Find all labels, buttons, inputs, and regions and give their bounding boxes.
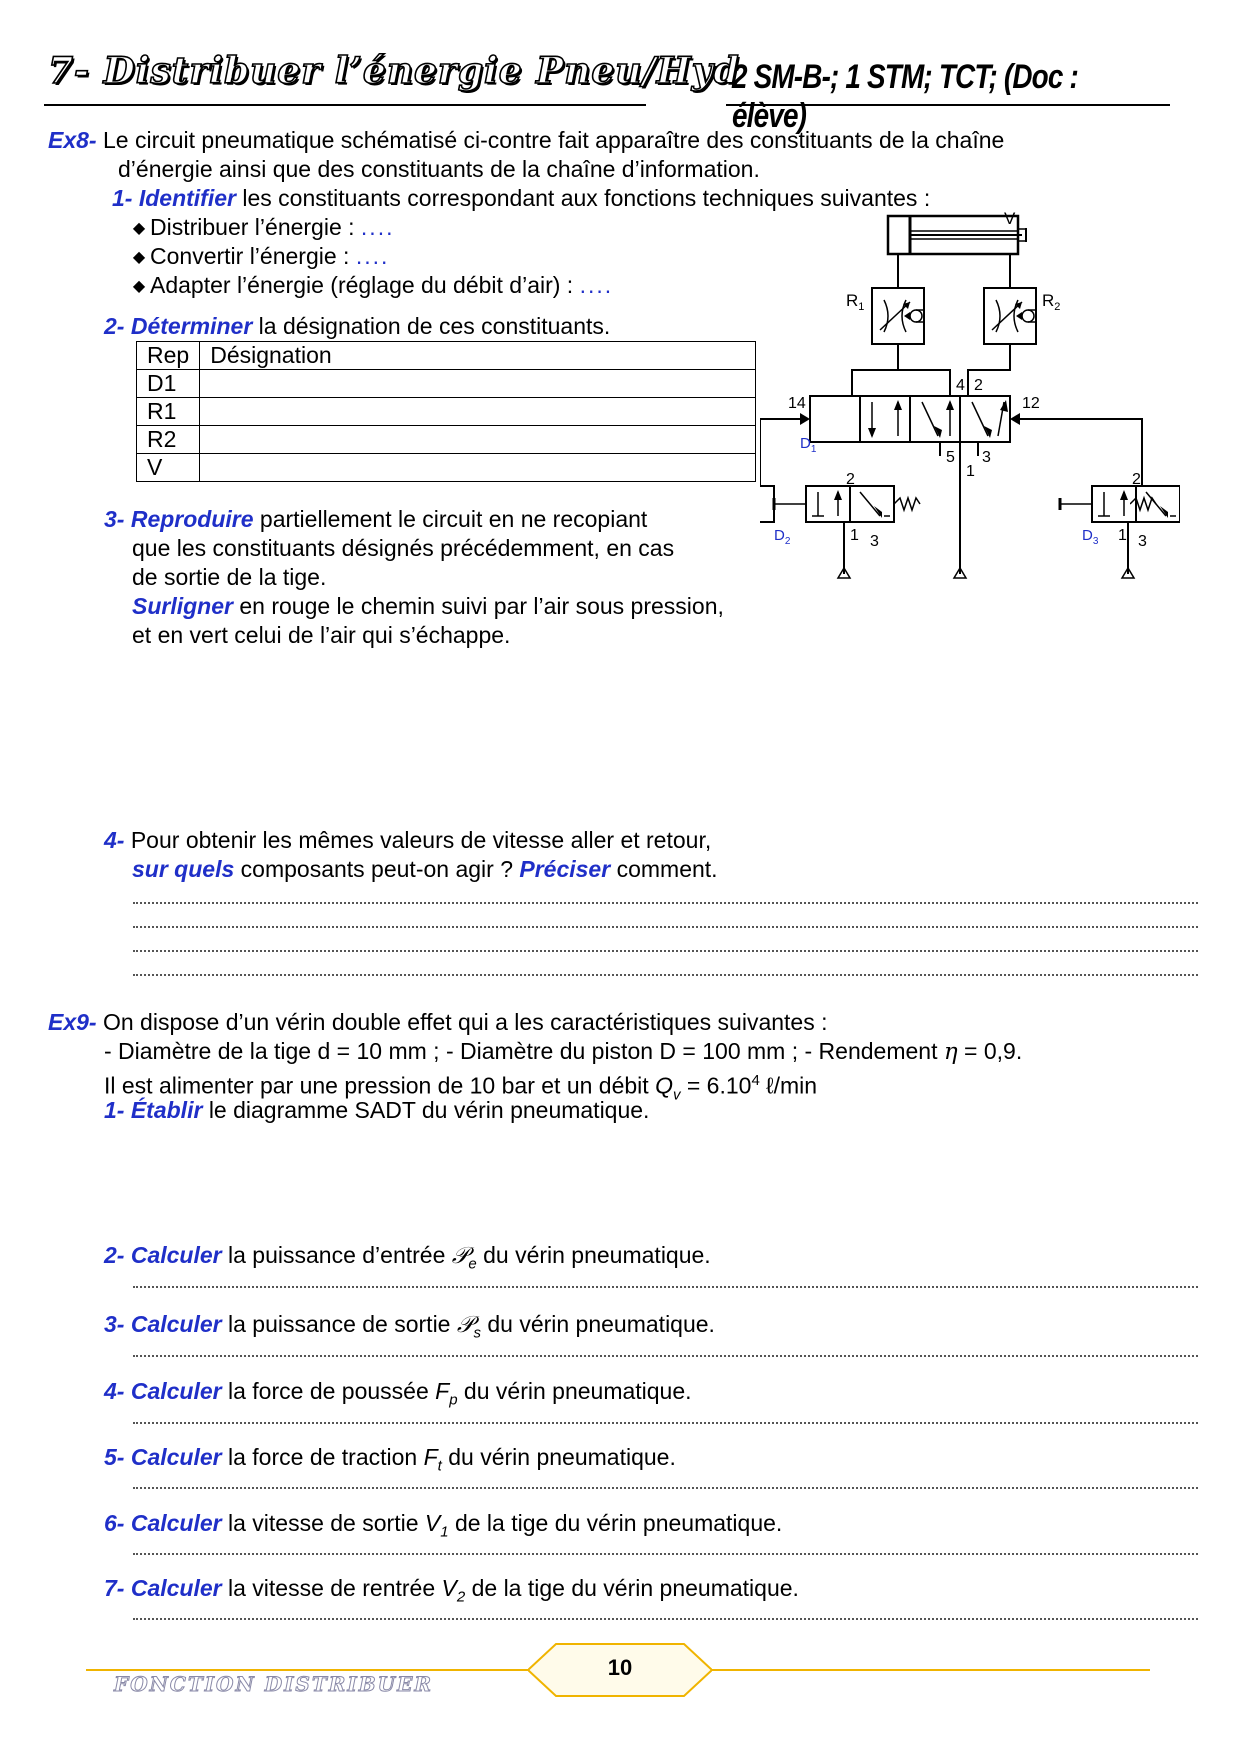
question-symbol: F: [423, 1444, 438, 1470]
label-d2-port-1: 1: [850, 527, 859, 544]
ex9-label: Ex9-: [48, 1009, 97, 1035]
question-after: du vérin pneumatique.: [480, 1311, 715, 1337]
page-number: 10: [607, 1655, 633, 1680]
label-d3: $D_3$: [1082, 527, 1099, 547]
bullet-icon: ◆: [132, 249, 146, 266]
ex8-q1-item-dots: ....: [360, 214, 395, 240]
question-verb: 5- Calculer: [104, 1444, 222, 1470]
ex8-q2-verb: 2- Déterminer: [104, 313, 253, 339]
ex8-q1-text: les constituants correspondant aux fonctions techniques suivantes :: [242, 185, 931, 211]
ex8-q4: [104, 826, 711, 855]
answer-line[interactable]: [133, 1355, 1198, 1357]
table-cell-rep: V: [137, 454, 200, 482]
ex9-intro: [48, 1008, 827, 1037]
ex8-q4-verb1: sur quels: [132, 856, 235, 882]
footer-label: FONCTION DISTRIBUER: [114, 1672, 433, 1696]
label-v: V: [1004, 209, 1016, 228]
spring-icon: [1130, 484, 1170, 514]
ex8-intro-line1: Le circuit pneumatique schématisé ci-contre fait apparaître des constituants de la chaîne: [102, 127, 1005, 153]
question-symbol: 𝒫: [451, 1243, 469, 1269]
table-row: [137, 398, 756, 426]
ex8-q1-item: [128, 213, 394, 243]
question-symbol: V: [441, 1575, 457, 1601]
question-before: la vitesse de sortie: [228, 1510, 425, 1536]
label-port-14: 14: [788, 395, 806, 412]
ex8-q3-line4: en rouge le chemin suivi par l’air sous pression,: [239, 593, 724, 619]
qv-value: = 6.10: [680, 1072, 752, 1099]
label-port-2: 2: [974, 377, 983, 394]
ex8-q3-verb2: Surligner: [132, 593, 233, 619]
label-d1: $D_1$: [800, 435, 817, 455]
question-verb: 6- Calculer: [104, 1510, 222, 1536]
ex8-q3-line3: de sortie de la tige.: [132, 564, 327, 590]
label-d3-port-2: 2: [1132, 471, 1141, 488]
question-after: de la tige du vérin pneumatique.: [465, 1575, 799, 1601]
valve-d2-diagram: [760, 470, 940, 590]
question-after: du vérin pneumatique.: [476, 1242, 711, 1268]
label-d2-port-2: 2: [846, 471, 855, 488]
question-subscript: p: [449, 1391, 458, 1409]
ex8-q1-item-text: Adapter l’énergie (réglage du débit d’air) :: [150, 272, 580, 298]
eta-symbol: η: [943, 1039, 958, 1065]
ex8-q1-item-text: Distribuer l’énergie :: [150, 214, 361, 240]
question-subscript: 2: [456, 1588, 466, 1606]
answer-line[interactable]: [133, 902, 1198, 904]
ex8-q4-line2: [132, 855, 718, 884]
question-before: la puissance de sortie: [228, 1311, 457, 1337]
ex8-q4-line1: Pour obtenir les mêmes valeurs de vitesse aller et retour,: [130, 827, 712, 853]
answer-line[interactable]: [133, 1487, 1198, 1489]
question-before: la force de traction: [228, 1444, 424, 1470]
table-cell-rep: R1: [137, 398, 200, 426]
ex9-q1-verb: 1- Établir: [104, 1097, 203, 1123]
ex9-question: [104, 1310, 715, 1348]
ex8-q3-line5: et en vert celui de l’air qui s’échappe.: [132, 622, 511, 648]
answer-line[interactable]: [133, 1286, 1198, 1288]
qv-symbol: Q: [655, 1072, 673, 1099]
ex8-q1-item: [128, 271, 613, 301]
table-row: [137, 426, 756, 454]
ex9-question: [104, 1443, 676, 1481]
question-subscript: e: [468, 1255, 477, 1273]
ex8-q3-line2: que les constituants désignés précédemment, en cas: [132, 535, 675, 561]
bullet-icon: ◆: [132, 278, 146, 295]
label-port-3: 3: [982, 449, 991, 466]
ex8-q4-num: 4-: [104, 827, 125, 853]
table-cell-designation[interactable]: [200, 426, 756, 454]
label-port-1: 1: [966, 463, 975, 480]
label-d3-port-3: 3: [1138, 533, 1147, 550]
ex8-label: Ex8-: [48, 127, 97, 153]
question-verb: 7- Calculer: [104, 1575, 222, 1601]
ex8-q2-text: la désignation de ces constituants.: [258, 313, 611, 339]
question-after: du vérin pneumatique.: [457, 1378, 692, 1404]
label-r2: $R_2$: [1042, 291, 1061, 313]
label-port-5: 5: [946, 449, 955, 466]
question-after: de la tige du vérin pneumatique.: [448, 1510, 783, 1536]
ex8-q4-end: comment.: [616, 856, 718, 882]
qv-exponent: 4: [751, 1072, 760, 1089]
ex8-q1-item-dots: ....: [579, 272, 614, 298]
ex8-q1-verb: 1- Identifier: [112, 185, 236, 211]
ex9-question: [104, 1241, 711, 1279]
class-info: 2 SM-B-; 1 STM; TCT; (Doc : élève): [732, 58, 1078, 135]
ex8-q1-item-dots: ....: [355, 243, 390, 269]
ex9-question: [104, 1509, 782, 1547]
question-subscript: s: [473, 1324, 481, 1342]
answer-line[interactable]: [133, 974, 1198, 976]
label-r1: $R_1$: [846, 291, 865, 313]
table-cell-designation[interactable]: [200, 370, 756, 398]
qv-unit: ℓ/min: [759, 1072, 818, 1099]
question-before: la vitesse de rentrée: [228, 1575, 442, 1601]
question-verb: 3- Calculer: [104, 1311, 222, 1337]
ex8-q4-verb2: Préciser: [519, 856, 611, 882]
ex9-question: [104, 1574, 799, 1612]
ex9-q1-text: le diagramme SADT du vérin pneumatique.: [208, 1097, 650, 1123]
ex9-specs: [104, 1037, 1022, 1067]
answer-line[interactable]: [133, 950, 1198, 952]
qv-subscript: v: [672, 1086, 681, 1104]
valve-d1: [800, 396, 1020, 442]
label-d2-port-3: 3: [870, 533, 879, 550]
table-cell-designation[interactable]: [200, 454, 756, 482]
label-port-4: 4: [956, 377, 965, 394]
question-before: la force de poussée: [228, 1378, 436, 1404]
question-verb: 4- Calculer: [104, 1378, 222, 1404]
question-verb: 2- Calculer: [104, 1242, 222, 1268]
question-before: la puissance d’entrée: [228, 1242, 452, 1268]
answer-line[interactable]: [133, 1618, 1198, 1620]
ex8-q3-highlight: [132, 592, 724, 621]
ex9-q1: [104, 1096, 649, 1125]
class-info-underline: [726, 104, 1170, 106]
table-cell-rep: D1: [137, 370, 200, 398]
question-subscript: t: [437, 1457, 442, 1475]
ex9-specs-text: - Diamètre de la tige d = 10 mm ; - Diamètre du piston D = 100 mm ; - Rendement: [104, 1038, 938, 1064]
question-symbol: F: [435, 1378, 450, 1404]
ex8-q3-verb: 3- Reproduire: [104, 506, 254, 532]
ex9-supply-text: Il est alimenter par une pression de 10 bar et un débit: [104, 1072, 649, 1099]
question-subscript: 1: [440, 1523, 449, 1541]
ex8-intro-line2: d’énergie ainsi que des constituants de la chaîne d’information.: [118, 156, 760, 182]
ex8-q1-item: [128, 242, 389, 272]
flow-regulator-r2: [984, 288, 1036, 344]
flow-regulator-r1: [872, 288, 924, 344]
question-symbol: V: [424, 1510, 441, 1536]
ex8-q4-mid: composants peut-on agir ?: [240, 856, 513, 882]
table-row: [137, 454, 756, 482]
table-header-cell: Désignation: [200, 342, 756, 370]
designation-table: [136, 341, 756, 482]
table-cell-designation[interactable]: [200, 398, 756, 426]
answer-line[interactable]: [133, 926, 1198, 928]
title-underline: [44, 104, 646, 106]
page-title: 7- Distribuer l’énergie Pneu/Hyd: [48, 50, 740, 92]
ex8-intro: [48, 126, 1004, 155]
bullet-icon: ◆: [132, 220, 146, 237]
ex9-intro-text: On dispose d’un vérin double effet qui a les caractéristiques suivantes :: [102, 1009, 828, 1035]
ex8-q1-item-text: Convertir l’énergie :: [150, 243, 356, 269]
answer-line[interactable]: [133, 1422, 1198, 1424]
ex8-q2: [104, 312, 610, 341]
label-d3-port-1: 1: [1118, 527, 1127, 544]
question-symbol: 𝒫: [456, 1312, 474, 1338]
ex9-question: [104, 1377, 692, 1415]
table-header-row: [137, 342, 756, 370]
question-after: du vérin pneumatique.: [441, 1444, 676, 1470]
ex8-q3: [104, 505, 647, 534]
label-d2: $D_2$: [774, 527, 791, 547]
answer-line[interactable]: [133, 1553, 1198, 1555]
table-header-cell: Rep: [137, 342, 200, 370]
label-port-12: 12: [1022, 395, 1040, 412]
eta-value: = 0,9.: [957, 1038, 1023, 1064]
table-cell-rep: R2: [137, 426, 200, 454]
ex8-q3-line1: partiellement le circuit en ne recopiant: [259, 506, 648, 532]
table-row: [137, 370, 756, 398]
